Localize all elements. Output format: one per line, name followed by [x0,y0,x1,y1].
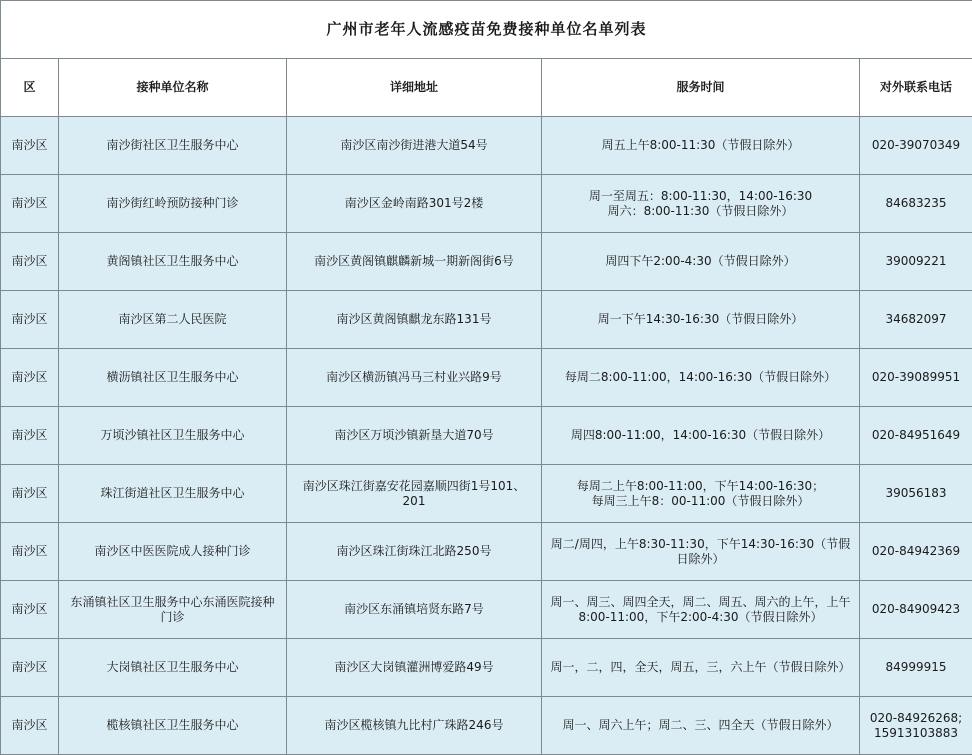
phone-line: 39056183 [866,486,966,501]
table-row [1,697,972,755]
table-title: 广州市老年人流感疫苗免费接种单位名单列表 [1,1,972,59]
table-row [1,291,972,349]
address-cell: 南沙区黄阁镇麒龙东路131号 [287,291,542,349]
address-cell: 南沙区珠江街嘉安花园嘉顺四街1号101、201 [287,465,542,523]
district-cell: 南沙区 [1,465,59,523]
service-time-line: 周一下午14:30-16:30（节假日除外） [548,312,853,327]
service-time-cell [542,233,860,291]
phone-cell [860,117,972,175]
service-time-cell [542,175,860,233]
phone-cell [860,465,972,523]
district-cell: 南沙区 [1,407,59,465]
table-row [1,465,972,523]
district-cell: 南沙区 [1,523,59,581]
service-time-line: 周二/周四，上午8:30-11:30，下午14:30-16:30（节假日除外） [548,537,853,567]
address-cell: 南沙区珠江街珠江北路250号 [287,523,542,581]
address-cell: 南沙区大岗镇灌洲博爱路49号 [287,639,542,697]
header-service-time: 服务时间 [542,59,860,117]
phone-line: 020-84909423 [866,602,966,617]
district-cell: 南沙区 [1,349,59,407]
district-cell: 南沙区 [1,117,59,175]
service-time-cell [542,523,860,581]
address-cell: 南沙区南沙街进港大道54号 [287,117,542,175]
unit-name-cell: 南沙区中医医院成人接种门诊 [59,523,287,581]
phone-line: 84999915 [866,660,966,675]
address-cell: 南沙区横沥镇冯马三村业兴路9号 [287,349,542,407]
unit-name-cell: 榄核镇社区卫生服务中心 [59,697,287,755]
service-time-line: 周一、周六上午；周二、三、四全天（节假日除外） [548,718,853,733]
table-row [1,349,972,407]
phone-cell [860,291,972,349]
phone-cell [860,407,972,465]
service-time-line: 每周二8:00-11:00，14:00-16:30（节假日除外） [548,370,853,385]
address-cell: 南沙区黄阁镇麒麟新城一期新阁街6号 [287,233,542,291]
header-row [1,59,972,117]
phone-cell [860,523,972,581]
unit-name-cell: 南沙街社区卫生服务中心 [59,117,287,175]
phone-line: 34682097 [866,312,966,327]
service-time-cell [542,291,860,349]
service-time-line: 周一、周三、周四全天，周二、周五、周六的上午，上午8:00-11:00，下午2:00-4:30（节假日除外） [548,595,853,625]
phone-line: 020-84951649 [866,428,966,443]
unit-name-cell: 东涌镇社区卫生服务中心东涌医院接种门诊 [59,581,287,639]
unit-name-cell: 横沥镇社区卫生服务中心 [59,349,287,407]
unit-name-cell: 万顷沙镇社区卫生服务中心 [59,407,287,465]
service-time-cell [542,407,860,465]
service-time-line: 周六：8:00-11:30（节假日除外） [548,204,853,219]
phone-cell [860,581,972,639]
table-row [1,233,972,291]
phone-line: 020-39070349 [866,138,966,153]
table-row [1,407,972,465]
phone-line: 39009221 [866,254,966,269]
district-cell: 南沙区 [1,581,59,639]
service-time-line: 每周三上午8：00-11:00（节假日除外） [548,494,853,509]
service-time-cell [542,465,860,523]
phone-line: 84683235 [866,196,966,211]
table-row [1,175,972,233]
unit-name-cell: 珠江街道社区卫生服务中心 [59,465,287,523]
service-time-line: 周四下午2:00-4:30（节假日除外） [548,254,853,269]
district-cell: 南沙区 [1,639,59,697]
phone-cell [860,639,972,697]
district-cell: 南沙区 [1,291,59,349]
district-cell: 南沙区 [1,233,59,291]
service-time-line: 每周二上午8:00-11:00，下午14:00-16:30； [548,479,853,494]
address-cell: 南沙区东涌镇培贤东路7号 [287,581,542,639]
table-row [1,523,972,581]
header-phone: 对外联系电话 [860,59,972,117]
phone-line: 020-84942369 [866,544,966,559]
table-row [1,639,972,697]
unit-name-cell: 南沙街红岭预防接种门诊 [59,175,287,233]
phone-cell [860,233,972,291]
address-cell: 南沙区金岭南路301号2楼 [287,175,542,233]
service-time-cell [542,639,860,697]
service-time-line: 周五上午8:00-11:30（节假日除外） [548,138,853,153]
header-address: 详细地址 [287,59,542,117]
service-time-line: 周一至周五：8:00-11:30，14:00-16:30 [548,189,853,204]
service-time-line: 周一，二，四，全天，周五，三，六上午（节假日除外） [548,660,853,675]
service-time-cell [542,697,860,755]
header-unit-name: 接种单位名称 [59,59,287,117]
service-time-cell [542,349,860,407]
unit-name-cell: 南沙区第二人民医院 [59,291,287,349]
address-cell: 南沙区榄核镇九比村广珠路246号 [287,697,542,755]
phone-cell [860,349,972,407]
district-cell: 南沙区 [1,697,59,755]
service-time-cell [542,581,860,639]
header-district: 区 [1,59,59,117]
phone-line: 15913103883 [866,726,966,741]
phone-line: 020-39089951 [866,370,966,385]
address-cell: 南沙区万顷沙镇新垦大道70号 [287,407,542,465]
phone-cell [860,697,972,755]
district-cell: 南沙区 [1,175,59,233]
table-row [1,117,972,175]
table-row [1,581,972,639]
service-time-cell [542,117,860,175]
phone-line: 020-84926268; [866,711,966,726]
title-row [1,1,972,59]
service-time-line: 周四8:00-11:00，14:00-16:30（节假日除外） [548,428,853,443]
unit-name-cell: 黄阁镇社区卫生服务中心 [59,233,287,291]
phone-cell [860,175,972,233]
unit-name-cell: 大岗镇社区卫生服务中心 [59,639,287,697]
